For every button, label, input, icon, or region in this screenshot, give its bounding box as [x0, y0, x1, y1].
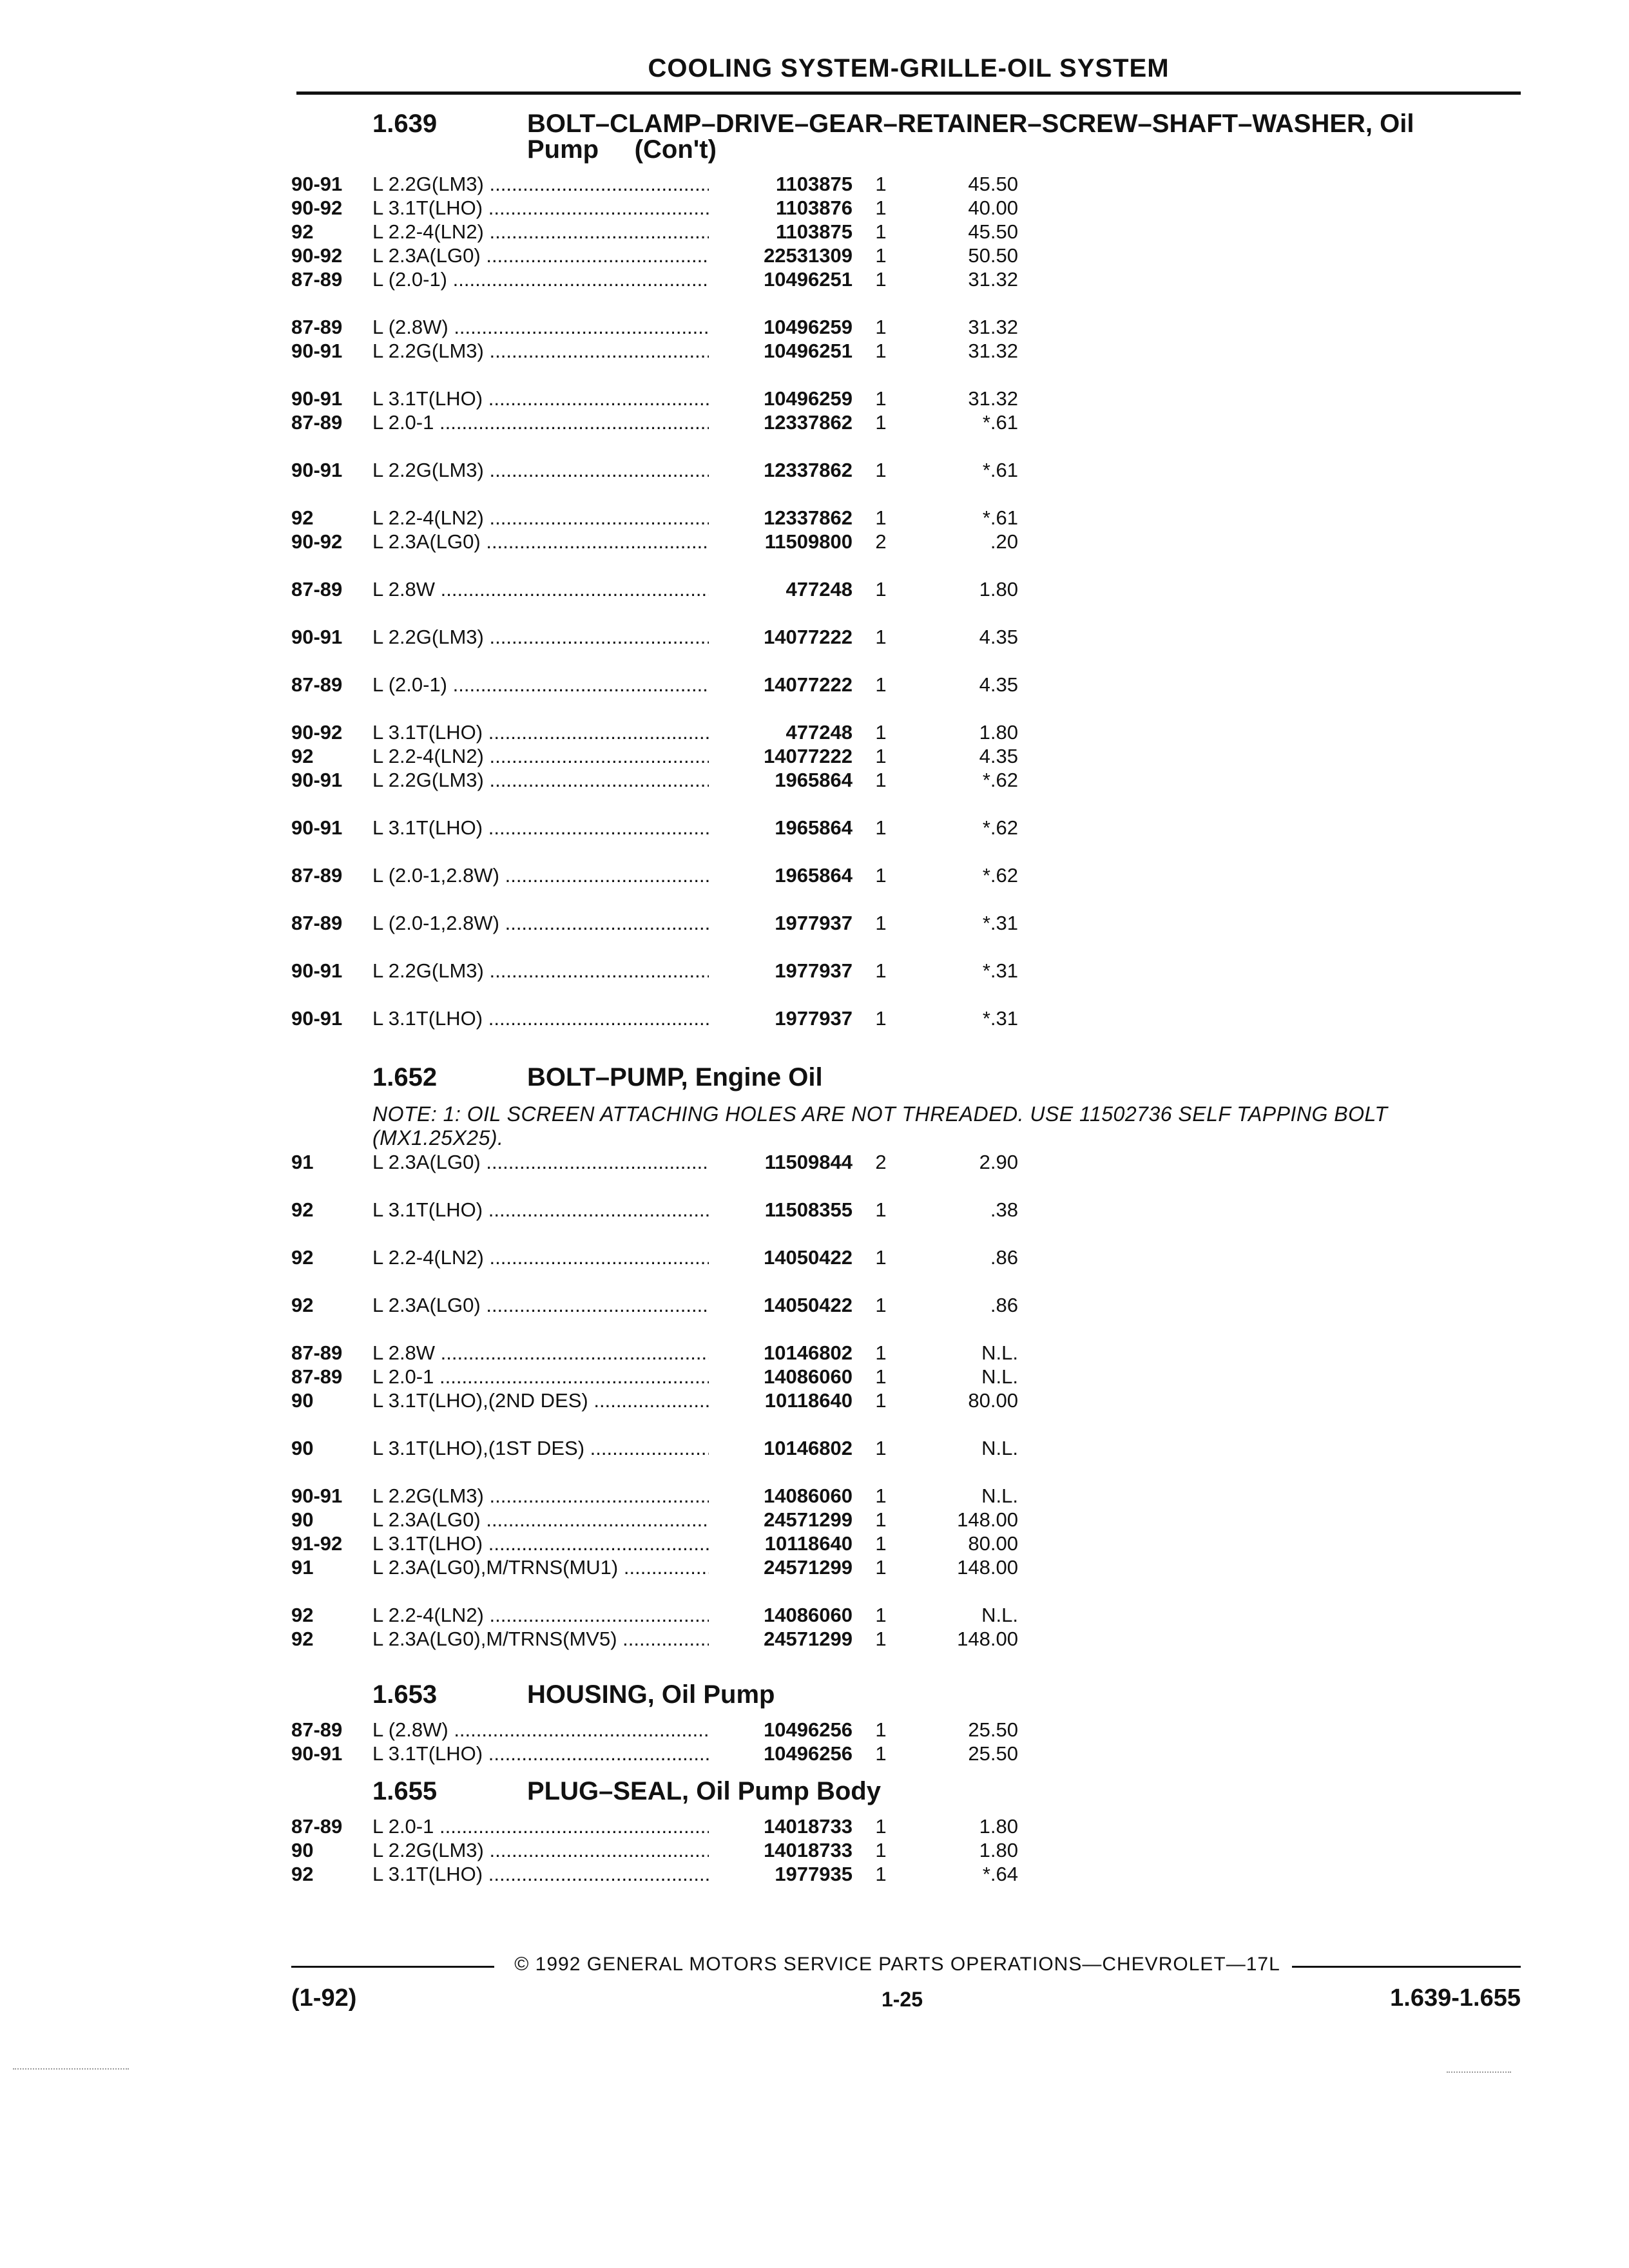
footer-section-range: 1.639-1.655 — [1390, 1984, 1521, 2012]
quantity: 1 — [875, 459, 887, 481]
application: L 2.3A(LG0) ..... — [372, 530, 714, 553]
footer-page-number: 1-25 — [881, 1988, 923, 2011]
quantity: 1 — [875, 1742, 887, 1765]
part-number: 14086060 — [709, 1365, 853, 1389]
quantity: 1 — [875, 816, 887, 839]
quantity: 1 — [875, 1508, 887, 1531]
part-number: 24571299 — [709, 1627, 853, 1651]
header-rule — [296, 91, 1521, 95]
application: L 2.2-4(LN2) ..... — [372, 744, 714, 768]
footer-copyright: © 1992 GENERAL MOTORS SERVICE PARTS OPERATIONS—CHEVROLET—17L — [514, 1954, 1280, 1975]
quantity: 1 — [875, 745, 887, 767]
price: *.61 — [982, 459, 1018, 481]
model-years: 90-92 — [291, 244, 343, 267]
section-number: 1.652 — [372, 1063, 438, 1091]
price: 2.90 — [979, 1151, 1018, 1173]
model-years: 90-92 — [291, 197, 343, 219]
application: L (2.8W) ..... — [372, 315, 714, 339]
model-years: 87-89 — [291, 1718, 343, 1741]
model-years: 92 — [291, 1863, 314, 1885]
price: 1.80 — [979, 1839, 1018, 1861]
model-years: 87-89 — [291, 912, 343, 934]
price: 80.00 — [968, 1389, 1018, 1412]
part-number: 10118640 — [709, 1389, 853, 1412]
application: L 2.2G(LM3) ..... — [372, 768, 714, 792]
price: 25.50 — [968, 1718, 1018, 1741]
quantity: 1 — [875, 1365, 887, 1388]
application: L 2.3A(LG0),M/TRNS(MU1) ..... — [372, 1555, 714, 1579]
part-number: 14050422 — [709, 1245, 853, 1269]
section-title: HOUSING, Oil Pump — [527, 1680, 775, 1709]
application: L 2.2G(LM3) ..... — [372, 339, 714, 363]
footer-rule-left — [291, 1966, 494, 1968]
section-heading — [372, 1063, 1532, 1092]
price: *.31 — [982, 1007, 1018, 1030]
quantity: 1 — [875, 197, 887, 219]
model-years: 90 — [291, 1508, 314, 1531]
application: L (2.0-1) ..... — [372, 267, 714, 291]
model-years: 90 — [291, 1839, 314, 1861]
quantity: 1 — [875, 578, 887, 601]
part-number: 1103875 — [709, 220, 853, 244]
model-years: 87-89 — [291, 673, 343, 696]
quantity: 1 — [875, 1294, 887, 1316]
quantity: 1 — [875, 1389, 887, 1412]
part-number: 14086060 — [709, 1484, 853, 1508]
application: L 2.2G(LM3) ..... — [372, 458, 714, 482]
model-years: 90 — [291, 1389, 314, 1412]
price: .20 — [990, 530, 1018, 553]
part-number: 10146802 — [709, 1341, 853, 1365]
application: L (2.0-1,2.8W) ..... — [372, 911, 714, 935]
application: L 3.1T(LHO) ..... — [372, 196, 714, 220]
part-number: 10496251 — [709, 339, 853, 363]
application: L (2.0-1,2.8W) ..... — [372, 863, 714, 887]
part-number: 10496259 — [709, 315, 853, 339]
quantity: 1 — [875, 1198, 887, 1221]
application: L (2.8W) ..... — [372, 1718, 714, 1742]
section-heading — [372, 111, 1532, 162]
quantity: 1 — [875, 673, 887, 696]
quantity: 1 — [875, 173, 887, 195]
part-number: 10496256 — [709, 1718, 853, 1742]
model-years: 87-89 — [291, 1365, 343, 1388]
price: 45.50 — [968, 173, 1018, 195]
quantity: 1 — [875, 1485, 887, 1507]
part-number: 12337862 — [709, 458, 853, 482]
quantity: 1 — [875, 1863, 887, 1885]
quantity: 1 — [875, 268, 887, 291]
part-number: 11508355 — [709, 1198, 853, 1222]
application: L 2.0-1 ..... — [372, 410, 714, 434]
price: .38 — [990, 1198, 1018, 1221]
application: L 2.2-4(LN2) ..... — [372, 220, 714, 244]
price: 148.00 — [957, 1556, 1018, 1579]
model-years: 90-92 — [291, 721, 343, 744]
price: 45.50 — [968, 220, 1018, 243]
application: L 3.1T(LHO) ..... — [372, 1198, 714, 1222]
model-years: 87-89 — [291, 316, 343, 338]
price: N.L. — [981, 1485, 1018, 1507]
quantity: 1 — [875, 1437, 887, 1459]
application: L 3.1T(LHO),(2ND DES) ..... — [372, 1389, 714, 1412]
application: L 2.2G(LM3) ..... — [372, 172, 714, 196]
part-number: 14077222 — [709, 625, 853, 649]
price: 80.00 — [968, 1532, 1018, 1555]
part-number: 10496259 — [709, 387, 853, 410]
quantity: 1 — [875, 769, 887, 791]
part-number: 1977937 — [709, 1006, 853, 1030]
model-years: 91-92 — [291, 1532, 343, 1555]
application: L 2.2-4(LN2) ..... — [372, 1245, 714, 1269]
part-number: 1977937 — [709, 959, 853, 983]
price: 148.00 — [957, 1508, 1018, 1531]
model-years: 91 — [291, 1556, 314, 1579]
application: L (2.0-1) ..... — [372, 673, 714, 697]
quantity: 1 — [875, 1532, 887, 1555]
application: L 2.3A(LG0) ..... — [372, 1293, 714, 1317]
model-years: 90-91 — [291, 387, 343, 410]
part-number: 12337862 — [709, 506, 853, 530]
part-number: 10496256 — [709, 1742, 853, 1765]
quantity: 1 — [875, 1246, 887, 1269]
price: N.L. — [981, 1341, 1018, 1364]
application: L 3.1T(LHO) ..... — [372, 387, 714, 410]
model-years: 92 — [291, 1246, 314, 1269]
quantity: 1 — [875, 959, 887, 982]
application: L 3.1T(LHO) ..... — [372, 1742, 714, 1765]
model-years: 90-91 — [291, 626, 343, 648]
price: N.L. — [981, 1604, 1018, 1626]
model-years: 90-91 — [291, 1007, 343, 1030]
part-number: 11509800 — [709, 530, 853, 553]
page-title: COOLING SYSTEM-GRILLE-OIL SYSTEM — [648, 54, 1170, 82]
part-number: 22531309 — [709, 244, 853, 267]
section-number: 1.639 — [372, 110, 438, 138]
price: .86 — [990, 1246, 1018, 1269]
quantity: 1 — [875, 1341, 887, 1364]
quantity: 1 — [875, 1556, 887, 1579]
part-number: 1977937 — [709, 911, 853, 935]
model-years: 87-89 — [291, 411, 343, 434]
model-years: 90-91 — [291, 1485, 343, 1507]
part-number: 1965864 — [709, 863, 853, 887]
part-number: 11509844 — [709, 1150, 853, 1174]
model-years: 87-89 — [291, 1815, 343, 1838]
application: L 2.2-4(LN2) ..... — [372, 506, 714, 530]
part-number: 14018733 — [709, 1814, 853, 1838]
part-number: 14077222 — [709, 673, 853, 697]
model-years: 92 — [291, 1198, 314, 1221]
model-years: 90 — [291, 1437, 314, 1459]
price: 1.80 — [979, 578, 1018, 601]
application: L 2.3A(LG0) ..... — [372, 1508, 714, 1532]
quantity: 1 — [875, 626, 887, 648]
part-number: 24571299 — [709, 1555, 853, 1579]
quantity: 1 — [875, 1815, 887, 1838]
price: 1.80 — [979, 1815, 1018, 1838]
model-years: 90-91 — [291, 959, 343, 982]
price: *.62 — [982, 816, 1018, 839]
model-years: 92 — [291, 745, 314, 767]
section-title: BOLT–PUMP, Engine Oil — [527, 1063, 823, 1091]
quantity: 1 — [875, 1604, 887, 1626]
price: 31.32 — [968, 387, 1018, 410]
price: .86 — [990, 1294, 1018, 1316]
price: 1.80 — [979, 721, 1018, 744]
application: L 2.2G(LM3) ..... — [372, 1838, 714, 1862]
price: *.31 — [982, 912, 1018, 934]
part-number: 1103876 — [709, 196, 853, 220]
application: L 3.1T(LHO) ..... — [372, 1862, 714, 1886]
section-title: PLUG–SEAL, Oil Pump Body — [527, 1777, 881, 1805]
scan-speck — [1447, 2071, 1511, 2073]
scan-speck — [13, 2068, 129, 2070]
quantity: 1 — [875, 1007, 887, 1030]
quantity: 1 — [875, 411, 887, 434]
quantity: 1 — [875, 387, 887, 410]
model-years: 91 — [291, 1151, 314, 1173]
part-number: 14018733 — [709, 1838, 853, 1862]
part-number: 1965864 — [709, 768, 853, 792]
model-years: 90-91 — [291, 173, 343, 195]
price: 40.00 — [968, 197, 1018, 219]
section-title-continued: Pump (Con't) — [527, 135, 717, 164]
application: L 2.0-1 ..... — [372, 1365, 714, 1389]
quantity: 1 — [875, 340, 887, 362]
quantity: 1 — [875, 1628, 887, 1650]
price: *.62 — [982, 864, 1018, 887]
section-number: 1.653 — [372, 1680, 438, 1709]
price: *.61 — [982, 411, 1018, 434]
quantity: 1 — [875, 912, 887, 934]
price: *.31 — [982, 959, 1018, 982]
part-number: 14077222 — [709, 744, 853, 768]
model-years: 87-89 — [291, 268, 343, 291]
price: N.L. — [981, 1437, 1018, 1459]
section-heading — [372, 1777, 1532, 1806]
model-years: 87-89 — [291, 864, 343, 887]
part-number: 24571299 — [709, 1508, 853, 1532]
price: 4.35 — [979, 673, 1018, 696]
footer-edition: (1-92) — [291, 1984, 357, 2012]
application: L 3.1T(LHO),(1ST DES) ..... — [372, 1436, 714, 1460]
price: 4.35 — [979, 745, 1018, 767]
section-title: BOLT–CLAMP–DRIVE–GEAR–RETAINER–SCREW–SHAFT–WASHER, Oil — [527, 110, 1414, 138]
application: L 2.2G(LM3) ..... — [372, 1484, 714, 1508]
price: 31.32 — [968, 340, 1018, 362]
application: L 2.2G(LM3) ..... — [372, 625, 714, 649]
model-years: 92 — [291, 1628, 314, 1650]
part-number: 1965864 — [709, 816, 853, 840]
part-number: 477248 — [709, 577, 853, 601]
part-number: 10118640 — [709, 1532, 853, 1555]
quantity: 1 — [875, 316, 887, 338]
model-years: 90-91 — [291, 769, 343, 791]
quantity: 1 — [875, 506, 887, 529]
section-heading — [372, 1680, 1532, 1709]
section-number: 1.655 — [372, 1777, 438, 1805]
model-years: 90-91 — [291, 816, 343, 839]
quantity: 2 — [875, 1151, 887, 1173]
part-number: 14050422 — [709, 1293, 853, 1317]
model-years: 90-91 — [291, 1742, 343, 1765]
application: L 2.0-1 ..... — [372, 1814, 714, 1838]
part-number: 477248 — [709, 720, 853, 744]
application: L 2.8W ..... — [372, 577, 714, 601]
application: L 3.1T(LHO) ..... — [372, 1532, 714, 1555]
price: 50.50 — [968, 244, 1018, 267]
price: 25.50 — [968, 1742, 1018, 1765]
application: L 2.2G(LM3) ..... — [372, 959, 714, 983]
part-number: 1103875 — [709, 172, 853, 196]
part-number: 10146802 — [709, 1436, 853, 1460]
application: L 2.8W ..... — [372, 1341, 714, 1365]
model-years: 87-89 — [291, 1341, 343, 1364]
quantity: 1 — [875, 864, 887, 887]
model-years: 90-91 — [291, 459, 343, 481]
quantity: 1 — [875, 721, 887, 744]
price: 31.32 — [968, 268, 1018, 291]
section-note: NOTE: 1: OIL SCREEN ATTACHING HOLES ARE NOT THREADED. USE 11502736 SELF TAPPING BOLT (MX1.25X25). — [372, 1102, 1388, 1149]
model-years: 92 — [291, 506, 314, 529]
model-years: 92 — [291, 1294, 314, 1316]
model-years: 87-89 — [291, 578, 343, 601]
application: L 3.1T(LHO) ..... — [372, 1006, 714, 1030]
price: 31.32 — [968, 316, 1018, 338]
quantity: 1 — [875, 1839, 887, 1861]
model-years: 92 — [291, 220, 314, 243]
part-number: 14086060 — [709, 1603, 853, 1627]
application: L 3.1T(LHO) ..... — [372, 720, 714, 744]
application: L 3.1T(LHO) ..... — [372, 816, 714, 840]
application: L 2.3A(LG0) ..... — [372, 1150, 714, 1174]
quantity: 1 — [875, 244, 887, 267]
application: L 2.3A(LG0) ..... — [372, 244, 714, 267]
model-years: 90-91 — [291, 340, 343, 362]
model-years: 92 — [291, 1604, 314, 1626]
part-number: 12337862 — [709, 410, 853, 434]
quantity: 1 — [875, 220, 887, 243]
quantity: 2 — [875, 530, 887, 553]
price: *.61 — [982, 506, 1018, 529]
price: N.L. — [981, 1365, 1018, 1388]
price: *.62 — [982, 769, 1018, 791]
part-number: 10496251 — [709, 267, 853, 291]
quantity: 1 — [875, 1718, 887, 1741]
footer-rule-right — [1292, 1966, 1521, 1968]
application: L 2.2-4(LN2) ..... — [372, 1603, 714, 1627]
application: L 2.3A(LG0),M/TRNS(MV5) ..... — [372, 1627, 714, 1651]
price: 4.35 — [979, 626, 1018, 648]
price: 148.00 — [957, 1628, 1018, 1650]
price: *.64 — [982, 1863, 1018, 1885]
part-number: 1977935 — [709, 1862, 853, 1886]
model-years: 90-92 — [291, 530, 343, 553]
